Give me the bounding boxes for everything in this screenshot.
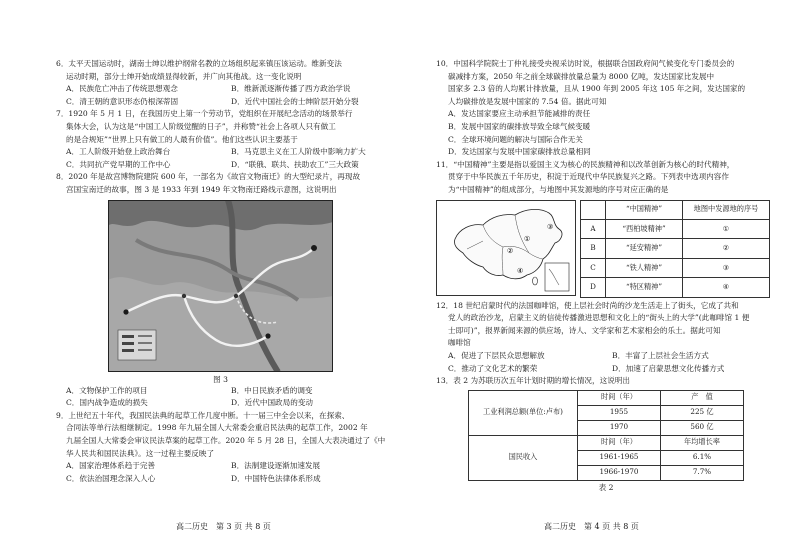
question-9: [56, 410, 396, 486]
figure-3-label: 图 3: [213, 374, 228, 384]
q10-option-c: C．全球环境问题的解决与国际合作无关: [448, 134, 583, 144]
q9-stem-line: 合同法等单行法相继制定。1998 年九届全国人大常委会重启民法典的起草工作，2002 年: [66, 423, 368, 433]
question-11: [436, 159, 776, 298]
q12-stem-line: 士即可)”，报界新闻来源的供应场，诗人、文学家和艺术家相会的乐土。据此可知: [448, 325, 721, 335]
q10-option-b: B．发展中国家的碳排放导致全球气候变暖: [448, 121, 591, 131]
q7-option-a: A．工人阶级开始登上政治舞台: [66, 147, 171, 157]
q6-stem-line: 6．太平天国运动时，湖南士绅以维护纲常名教的立场组织起来镇压该运动。维新变法: [56, 59, 342, 68]
table-cell: 时间（年）: [578, 390, 661, 405]
table-cell: A: [581, 219, 606, 238]
q12-option-c: C．推动了文化艺术的繁荣: [448, 363, 538, 373]
q9-option-a: A．国家治理体系趋于完善: [66, 461, 156, 471]
map-marker-3: ③: [547, 222, 554, 231]
table-cell: ③: [683, 258, 770, 277]
table-cell: 1955: [578, 405, 661, 420]
map-marker-4: ④: [517, 266, 524, 275]
table-cell: ④: [683, 278, 770, 297]
q9-stem-line: 9．上世纪五十年代，我国民法典的起草工作几度中断。十一届三中全会以来，在探索、: [56, 410, 350, 420]
q6-option-a: A．民族危亡冲击了传统思想观念: [66, 84, 178, 94]
table-row: [581, 258, 770, 277]
table-2-caption: 表 2: [598, 482, 614, 492]
table-row: [581, 278, 770, 297]
q9-stem-line: 华人民共和国民法典》。这一过程主要反映了: [66, 448, 215, 458]
q10-stem-line: 人均碳排放是发展中国家的 7.54 倍。据此可知: [448, 96, 607, 106]
q12-stem-line: 12．18 世纪启蒙时代的法国咖啡馆，使上层社会时尚的沙龙生活走上了街头，它成了共和: [436, 300, 739, 310]
q8-option-c: C．国内战争造成的损失: [66, 398, 148, 408]
q11-th-origin: 地图中发源地的序号: [683, 200, 770, 219]
table-cell: 国民收入: [469, 435, 578, 480]
q6-option-b: B．维新派逐渐传播了西方政治学说: [231, 84, 351, 94]
table-cell: ②: [683, 239, 770, 258]
table-cell: 时间（年）: [578, 435, 661, 450]
china-map: [436, 200, 576, 296]
q10-options: [436, 108, 776, 158]
q8-option-b: B．中日民族矛盾的调变: [231, 385, 313, 395]
table-cell: 6.1%: [661, 450, 744, 465]
q8-stem-line: 宫国宝南迁的故事，图 3 是 1933 年到 1949 年文物南迁路线示意图，这说明出: [66, 184, 337, 194]
q7-option-d: D．“联俄、联共、扶助农工”三大政策: [231, 159, 359, 169]
table-row: [469, 435, 744, 450]
table-cell: “铁人精神”: [606, 258, 683, 277]
china-outline-image: [437, 201, 575, 295]
q6-stem-line: 运动时期，部分士绅开始成绩显得较新，并广向其他战。这一变化说明: [66, 71, 302, 81]
q12-stem-line: 党人的政治沙龙，启蒙主义的信徒传播激进思想和文化上的“街头上的大学”(此咖啡馆 1 便: [448, 313, 750, 323]
q9-option-c: C．依法治国理念深入人心: [66, 473, 156, 483]
q7-option-c: C．共同抗产党早期的工作中心: [66, 159, 171, 169]
table-cell: “延安精神”: [606, 239, 683, 258]
q10-stem-line: 10．中国科学院院士丁仲礼接受央视采访时说，根据联合国政府间气候变化专门委员会的: [436, 59, 735, 68]
q6-option-c: C．清王朝的意识形态仍根深蒂固: [66, 96, 179, 106]
q8-options: [56, 385, 396, 410]
q11-th-option: [581, 200, 606, 219]
q12-stem-line: 咖啡馆: [448, 338, 471, 348]
table-cell: “特区精神”: [606, 278, 683, 297]
q9-options: [56, 460, 396, 485]
table-row: [581, 239, 770, 258]
table-cell: C: [581, 258, 606, 277]
question-6: [56, 58, 396, 108]
question-13: [436, 375, 776, 494]
q12-option-d: D．加速了启蒙思想文化传播方式: [612, 363, 725, 373]
table-cell: “西柏坡精神”: [606, 219, 683, 238]
map-marker-1: ①: [524, 234, 531, 243]
table-cell: 1970: [578, 420, 661, 435]
q12-options: [436, 350, 776, 375]
q9-option-d: D．中国特色法律体系形成: [231, 473, 321, 483]
table-cell: 560 亿: [661, 420, 744, 435]
table-cell: 年均增长率: [661, 435, 744, 450]
relic-route-map-image: [108, 200, 333, 372]
right-column: [436, 58, 776, 494]
table-row: [469, 390, 744, 405]
q13-stem-line: 13．表 2 为苏联历次五年计划时期的增长情况，这说明出: [436, 376, 630, 386]
map-marker-2: ②: [507, 246, 514, 255]
q11-stem-line: 11．“中国精神”主要是指以爱国主义为核心的民族精神和以改革创新为核心的时代精神，: [436, 159, 735, 169]
q11-table: [580, 200, 770, 298]
q10-option-a: A．发达国家要应主动承担节能减排的责任: [448, 109, 591, 119]
q11-figure: [436, 200, 776, 298]
q7-option-b: B．马克思主义在工人阶级中影响力扩大: [231, 147, 366, 157]
q7-stem-line: 的是合规矩”“世界上只有做工的人最有价值”。他们这些认识主要基于: [66, 134, 298, 144]
q7-stem-line: 集体大会，认为这是“中国工人阶级觉醒的日子”，并称赞“社会上各项人只有做工: [66, 121, 336, 131]
q12-option-a: A．促进了下层民众思想解放: [448, 350, 545, 360]
table-cell: 7.7%: [661, 465, 744, 480]
q7-options: [56, 146, 396, 171]
table-cell: B: [581, 239, 606, 258]
q8-option-d: D．近代中国政局的变动: [231, 398, 314, 408]
table-cell: ①: [683, 219, 770, 238]
table-cell: D: [581, 278, 606, 297]
q10-stem-line: 碳减排方案，2050 年之前全球碳排放量总量为 8000 亿吨，发达国家比发展中: [448, 71, 715, 81]
question-12: [436, 300, 776, 376]
q9-stem-line: 九届全国人大常委会审议民法草案的起草工作。2020 年 5 月 28 日，全国人大表决通过了《中: [66, 435, 386, 445]
relic-route-map: [108, 200, 333, 385]
page-footer-left: 高二历史 第 3 页 共 8 页: [176, 522, 271, 531]
table-row: [581, 219, 770, 238]
question-10: [436, 58, 776, 159]
q11-th-spirit: “中国精神”: [606, 200, 683, 219]
q12-option-b: B．丰富了上层社会生活方式: [612, 350, 709, 360]
table-cell: 1961-1965: [578, 450, 661, 465]
table-cell: 1966-1970: [578, 465, 661, 480]
table-cell: 225 亿: [661, 405, 744, 420]
q10-option-d: D．发达国家与发展中国家碳排放总量相同: [448, 147, 591, 157]
q6-option-d: D．近代中国社会的士绅阶层开始分裂: [231, 96, 359, 106]
table-cell: 工业利润总额(单位:卢布): [469, 390, 578, 435]
q13-table: [468, 390, 744, 481]
q11-stem-line: 为“中国精神”的组成部分，与地图中其发源地的序号对应正确的是: [448, 184, 669, 194]
question-8: [56, 171, 396, 409]
q6-options: [56, 83, 396, 108]
q8-option-a: A．文物保护工作的项目: [66, 385, 148, 395]
page-footer-right: 高二历史 第 4 页 共 8 页: [544, 522, 639, 531]
left-column: [56, 58, 396, 485]
q8-stem-line: 8．2020 年是故宫博物院建院 600 年，一部名为《故宫文物南迁》的大型纪录片，再现故: [56, 172, 361, 182]
q11-stem-line: 贯穿于中华民族五千年历史，积淀于近现代中华民族复兴之路。下列表中选项内容作: [448, 172, 729, 182]
q10-stem-line: 国家多 2.3 倍的人均累计排放量，且从 1900 年到 2005 年这 105 年之间，发达国家的: [448, 84, 746, 94]
q7-stem-line: 7．1920 年 5 月 1 日，在我国历史上第一个劳动节，党组织在开展纪念活动的场景举行: [56, 109, 353, 119]
q9-option-b: B．法制建设逐渐加速发展: [231, 461, 321, 471]
table-cell: 产 值: [661, 390, 744, 405]
question-7: [56, 108, 396, 171]
q11-table-header: [581, 200, 770, 219]
